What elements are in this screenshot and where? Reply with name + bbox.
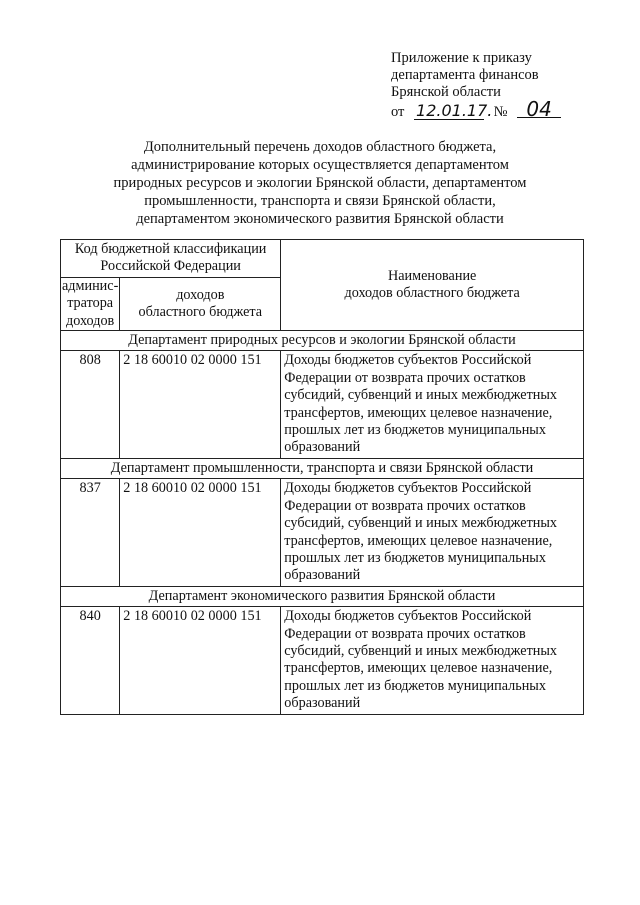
header-group-line-2: Российской Федерации xyxy=(100,258,241,275)
department-row xyxy=(61,331,584,351)
admin-code-cell: 837 xyxy=(61,479,120,586)
date-prefix: от xyxy=(391,104,405,120)
appendix-line-2: департамента финансов xyxy=(391,67,539,83)
department-name: Департамент промышленности, транспорта и связи Брянской области xyxy=(61,458,584,478)
header-name-column xyxy=(281,240,584,331)
appendix-block xyxy=(391,50,561,121)
department-row xyxy=(61,458,584,478)
admin-code-cell: 808 xyxy=(61,351,120,458)
table-row xyxy=(61,607,584,714)
document-title xyxy=(60,138,580,228)
title-line-5: департаментом экономического развития Брянской области xyxy=(136,211,504,227)
header-income-code xyxy=(120,277,281,330)
header-admin-line-3: доходов xyxy=(66,312,115,329)
header-budget-classification xyxy=(61,240,281,278)
appendix-line-3: Брянской области xyxy=(391,84,501,100)
header-admin-line-1: админис- xyxy=(62,277,119,294)
appendix-line-1: Приложение к приказу xyxy=(391,50,532,66)
handwritten-number: 04 xyxy=(517,101,561,118)
department-name: Департамент природных ресурсов и экологии Брянской области xyxy=(61,331,584,351)
appendix-date-line xyxy=(391,97,561,121)
header-admin-code xyxy=(61,277,120,330)
number-prefix: № xyxy=(493,104,508,120)
header-group-line-1: Код бюджетной классификации xyxy=(74,241,267,257)
income-name-cell: Доходы бюджетов субъектов Российской Федерации от возврата прочих остатков субсидий, субвенций и иных межбюджетных трансфертов, имеющих целевое назначение, прошлых лет из бюджетов муниципальных образований xyxy=(281,607,584,714)
income-name-cell: Доходы бюджетов субъектов Российской Федерации от возврата прочих остатков субсидий, субвенций и иных межбюджетных трансфертов, имеющих целевое назначение, прошлых лет из бюджетов муниципальных образований xyxy=(281,351,584,458)
income-code-cell: 2 18 60010 02 0000 151 xyxy=(120,607,281,714)
table-row xyxy=(61,351,584,458)
income-code-cell: 2 18 60010 02 0000 151 xyxy=(120,351,281,458)
department-row xyxy=(61,586,584,606)
department-name: Департамент экономического развития Брянской области xyxy=(61,586,584,606)
income-code-cell: 2 18 60010 02 0000 151 xyxy=(120,479,281,586)
title-line-4: промышленности, транспорта и связи Брянской области, xyxy=(144,193,496,209)
title-line-1: Дополнительный перечень доходов областного бюджета, xyxy=(143,139,497,155)
handwritten-date: 12.01.17. xyxy=(416,101,493,120)
budget-table xyxy=(60,239,584,715)
table-header-row-1 xyxy=(61,240,584,278)
table-row xyxy=(61,479,584,586)
admin-code-cell: 840 xyxy=(61,607,120,714)
header-income-line-1: доходов xyxy=(176,286,225,303)
header-name-line-1: Наименование xyxy=(387,267,477,284)
header-name-line-2: доходов областного бюджета xyxy=(344,285,520,302)
title-line-3: природных ресурсов и экологии Брянской области, департаментом xyxy=(113,175,527,191)
title-line-2: администрирование которых осуществляется департаментом xyxy=(131,157,509,173)
header-admin-line-2: тратора xyxy=(67,295,114,312)
header-income-line-2: областного бюджета xyxy=(138,303,263,320)
income-name-cell: Доходы бюджетов субъектов Российской Федерации от возврата прочих остатков субсидий, субвенций и иных межбюджетных трансфертов, имеющих целевое назначение, прошлых лет из бюджетов муниципальных образований xyxy=(281,479,584,586)
